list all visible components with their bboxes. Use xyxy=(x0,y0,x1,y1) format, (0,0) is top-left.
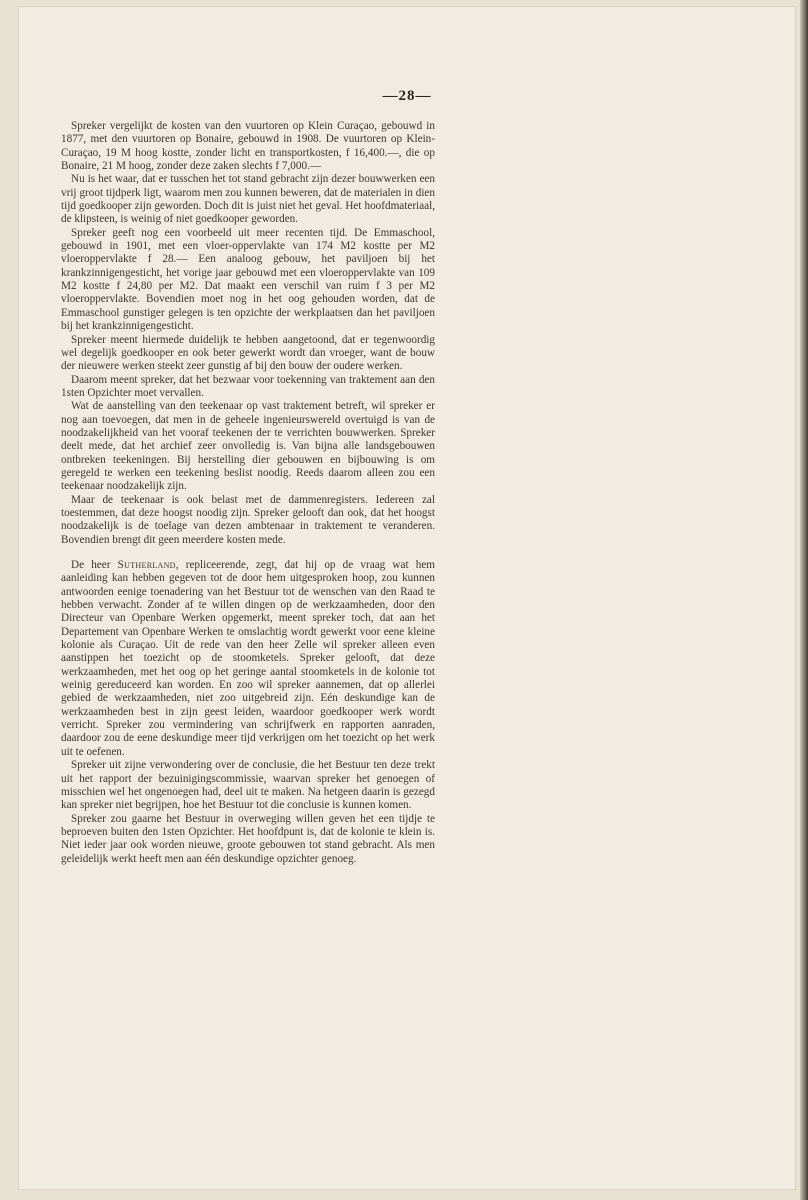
paragraph: Spreker geeft nog een voorbeeld uit meer recenten tijd. De Emmaschool, gebouwd in 1901, met een vloer-oppervlakte van 174 M2 kostte per M2 vloeroppervlakte f 28.— Een analoog gebouw, het paviljoen bij het krankzinnigengesticht, het vorige jaar gebouwd met een vloeroppervlakte van 109 M2 kostte f 24,80 per M2. Dat maakt een verschil van ruim f 3 per M2 vloeroppervlakte. Bovendien moet nog in het oog gehouden worden, dat de Emmaschool gunstiger gelegen is ten opzichte der werkplaatsen dan het paviljoen bij het krankzinnigengesticht. xyxy=(61,226,435,333)
speaker-name: Sutherland xyxy=(117,559,176,571)
speaker-paragraph xyxy=(61,559,435,759)
paragraph: Maar de teekenaar is ook belast met de dammenregisters. Iedereen zal toestemmen, dat deze hoogst noodig zijn. Spreker gelooft dan ook, dat het hoogst noodzakelijk is de toelage van dezen ambtenaar in traktement te veranderen. Bovendien brengt dit geen meerdere kosten mede. xyxy=(61,493,435,546)
paragraph: Spreker vergelijkt de kosten van den vuurtoren op Klein Curaçao, gebouwd in 1877, met den vuurtoren op Bonaire, gebouwd in 1908. De vuurtoren op Klein-Curaçao, 19 M hoog kostte, zonder licht en transportkosten, f 16,400.—, die op Bonaire, 21 M hoog, zonder deze zaken slechts f 7,000.— xyxy=(61,120,435,173)
paragraph: Nu is het waar, dat er tusschen het tot stand gebracht zijn dezer bouwwerken een vrij groot tijdperk ligt, waarom men zou kunnen beweren, dat de materialen in dien tijd goedkooper zijn geworden. Doch dit is juist niet het geval. Het hoofdmateriaal, de klipsteen, is weinig of niet goedkooper geworden. xyxy=(61,173,435,226)
speaker-prefix: De heer xyxy=(71,559,118,571)
paragraph: Spreker zou gaarne het Bestuur in overweging willen geven het een tijdje te beproeven buiten den 1sten Opzichter. Het hoofdpunt is, dat de kolonie te klein is. Niet ieder jaar ook worden nieuwe, groote gebouwen tot stand gebracht. Als men geleidelijk werkt heeft men aan één deskundige opzichter genoeg. xyxy=(61,812,435,865)
speaker-text: , repliceerende, zegt, dat hij op de vraag wat hem aanleiding kan hebben gegeven tot de door hem uitgesproken hoop, zou kunnen antwoorden eenige toenadering van het Bestuur tot de wenschen van den Raad te hebben verwacht. Zonder af te willen dingen op de werkzaamheden, door den Directeur van Openbare Werken opgemerkt, meent spreker toch, dat aan het Departement van Openbare Werken te omslachtig wordt gewerkt voor eene kleine kolonie als Curaçao. Uit de rede van den heer Zelle wil spreker alleen even aanstippen het toezicht op de stoomketels. Spreker gelooft, dat deze werkzaamheden, met het oog op het geringe aantal stoomketels in de kolonie tot weinig gereduceerd kan worden. En zoo wil spreker aannemen, dat op allerlei gebied de werkzaamheden, niet zoo uitgebreid zijn. Eén deskundige kan de werkzaamheden best in zijn geest leiden, waardoor goedkooper werk wordt verricht. Spreker zou vermindering van schrijfwerk en rapporten aanraden, daardoor zou de eene deskundige meer tijd verkrijgen om het toezicht op het werk uit te oefenen. xyxy=(61,559,436,758)
body-text xyxy=(61,120,435,866)
paragraph: Daarom meent spreker, dat het bezwaar voor toekenning van traktement aan den 1sten Opzichter moet vervallen. xyxy=(61,373,435,399)
document-page xyxy=(18,6,796,1190)
page-number: —28— xyxy=(382,88,432,104)
paragraph: Spreker meent hiermede duidelijk te hebben aangetoond, dat er tegenwoordig wel degelijk goedkooper en ook beter gewerkt wordt dan vroeger, want de bouw der nieuwere werken steekt zeer gunstig af bij den bouw der oudere werken. xyxy=(61,333,435,373)
paragraph: Wat de aanstelling van den teekenaar op vast traktement betreft, wil spreker er nog aan toevoegen, dat men in de geheele ingenieurswereld overtuigd is van de noodzakelijkheid van het vooraf teekenen der te verrichten bouwwerken. Spreker deelt mede, dat het archief zeer onvolledig is. Van bijna alle landsgebouwen ontbreken teekeningen. Bij herstelling dier gebouwen en bijbouwing is om geregeld te werken een teekening beslist noodig. Reeds daarom alleen zou een teekenaar noodzakelijk zijn. xyxy=(61,400,435,493)
scan-edge xyxy=(800,0,808,1200)
paragraph: Spreker uit zijne verwondering over de conclusie, die het Bestuur ten deze trekt uit het rapport der bezuinigingscommissie, waarvan spreker het genoegen of misschien wel het ongenoegen had, deel uit te maken. Na hetgeen daarin is gezegd kan spreker niet begrijpen, hoe het Bestuur tot die conclusie is kunnen komen. xyxy=(61,759,435,812)
